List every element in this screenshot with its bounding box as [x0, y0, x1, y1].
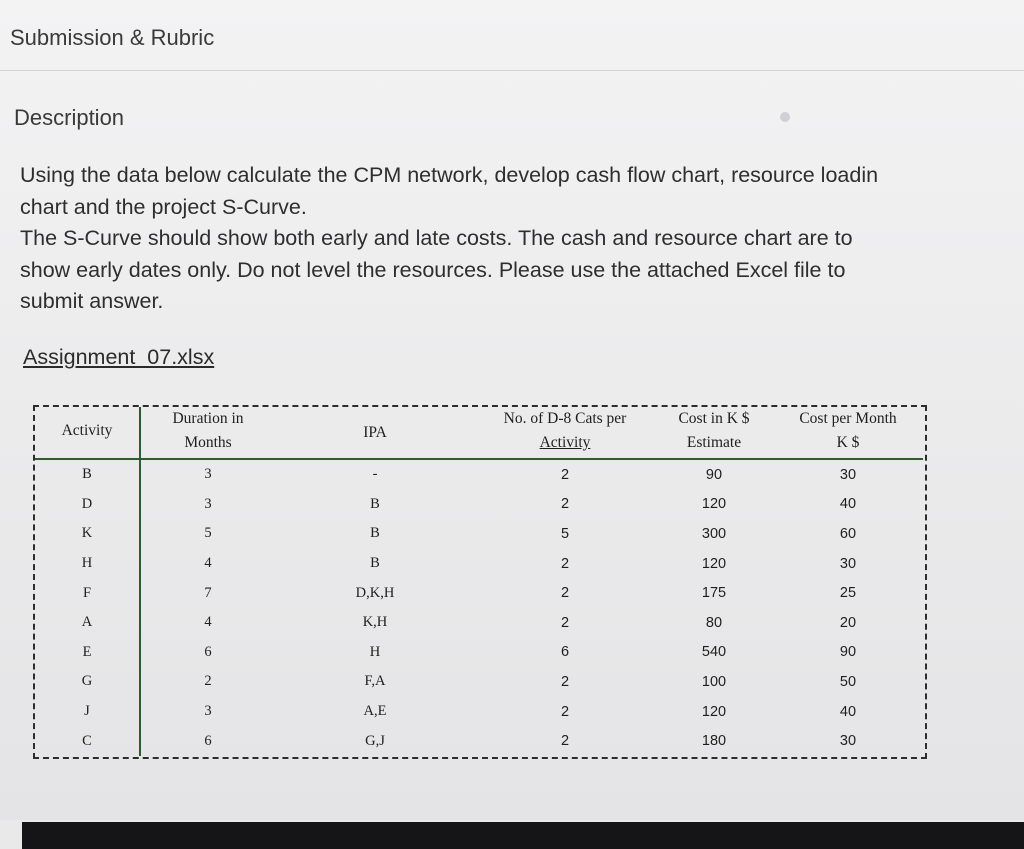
- cell-activity: C: [35, 726, 140, 756]
- cell-cats: 2: [560, 585, 570, 602]
- cell-cost-per-month: 20: [839, 614, 857, 631]
- cell-cost-per-month: 50: [839, 673, 857, 690]
- cell-cost: 120: [701, 703, 727, 720]
- cell-cost: 540: [701, 644, 727, 661]
- cell-duration: 3: [204, 703, 212, 720]
- cell-cost: 175: [701, 585, 727, 602]
- cell-ipa: A,E: [363, 703, 387, 720]
- table-row: [35, 549, 923, 579]
- cell-cost: 180: [701, 733, 727, 750]
- table-header-row: [35, 407, 923, 459]
- header-cost-per-month: Cost per Month K $: [799, 410, 897, 451]
- cell-cats: 5: [560, 525, 570, 542]
- cell-cats: 6: [560, 644, 570, 661]
- cell-cost: 100: [701, 673, 727, 690]
- attachment-link[interactable]: Assignment_07.xlsx: [23, 345, 215, 369]
- cell-cost-per-month: 40: [839, 496, 857, 513]
- description-body: [20, 160, 1024, 318]
- cell-cost: 120: [701, 555, 727, 572]
- cell-cats: 2: [560, 733, 570, 750]
- cell-cats: 2: [560, 673, 570, 690]
- cell-cost: 300: [701, 525, 727, 542]
- table-row: [35, 608, 923, 638]
- cell-cats: 2: [560, 614, 570, 631]
- cell-activity: H: [35, 549, 140, 579]
- cell-activity: A: [35, 608, 140, 638]
- cell-activity: B: [35, 459, 140, 490]
- table-row: [35, 638, 923, 668]
- cell-ipa: D,K,H: [355, 584, 395, 601]
- cell-cost: 90: [705, 466, 723, 483]
- table-row: [35, 667, 923, 697]
- cell-cost-per-month: 60: [839, 525, 857, 542]
- cell-duration: 4: [204, 614, 212, 631]
- header-activity: Activity: [35, 407, 140, 459]
- cell-ipa: F,A: [364, 673, 386, 690]
- cell-duration: 4: [204, 555, 212, 572]
- cell-cats: 2: [560, 703, 570, 720]
- cell-cats: 2: [560, 466, 570, 483]
- dot-icon: [780, 112, 790, 122]
- description-line: Using the data below calculate the CPM network, develop cash flow chart, resource loadin: [20, 163, 879, 187]
- description-heading: Description: [14, 105, 125, 130]
- header-cats: No. of D-8 Cats per Activity: [503, 410, 627, 451]
- cell-duration: 3: [204, 495, 212, 512]
- cell-ipa: G,J: [365, 732, 385, 749]
- cell-duration: 3: [204, 466, 212, 483]
- cell-ipa: -: [372, 466, 378, 483]
- bottom-bar: [22, 822, 1024, 849]
- table-body: [35, 459, 923, 756]
- table-row: [35, 490, 923, 520]
- submission-rubric-title: Submission & Rubric: [10, 25, 215, 50]
- cell-duration: 2: [204, 673, 212, 690]
- cell-ipa: B: [370, 555, 380, 572]
- cell-duration: 6: [204, 732, 212, 749]
- description-line: chart and the project S-Curve.: [20, 194, 307, 219]
- table-row: [35, 519, 923, 549]
- cell-cost-per-month: 40: [839, 703, 857, 720]
- cell-activity: K: [35, 519, 140, 549]
- description-line: show early dates only. Do not level the resources. Please use the attached Excel file to: [20, 257, 846, 282]
- header-duration: Duration in Months: [172, 410, 244, 451]
- table-row: [35, 726, 923, 756]
- cell-activity: F: [35, 578, 140, 608]
- cell-cost: 120: [701, 496, 727, 513]
- cell-duration: 6: [204, 643, 212, 660]
- cell-duration: 7: [204, 584, 212, 601]
- description-line: submit answer.: [20, 289, 164, 313]
- cell-cost-per-month: 25: [839, 585, 857, 602]
- cell-activity: D: [35, 490, 140, 520]
- activity-table: [35, 407, 923, 756]
- cell-activity: G: [35, 667, 140, 697]
- cell-ipa: B: [370, 525, 380, 542]
- description-line: The S-Curve should show both early and late costs. The cash and resource chart are to: [20, 226, 853, 250]
- cell-cost-per-month: 30: [839, 733, 857, 750]
- header-ipa: IPA: [363, 424, 387, 441]
- cell-cost-per-month: 30: [839, 555, 857, 572]
- table-row: [35, 459, 923, 490]
- cell-activity: J: [35, 697, 140, 727]
- cell-activity: E: [35, 638, 140, 668]
- cell-cost-per-month: 30: [839, 466, 857, 483]
- table-row: [35, 697, 923, 727]
- cell-ipa: H: [369, 643, 381, 660]
- cell-cats: 2: [560, 555, 570, 572]
- table-row: [35, 578, 923, 608]
- header-cost: Cost in K $ Estimate: [678, 410, 750, 451]
- cell-ipa: K,H: [362, 614, 388, 631]
- cell-cats: 2: [560, 496, 570, 513]
- cell-duration: 5: [204, 525, 212, 542]
- cell-ipa: B: [370, 495, 380, 512]
- cell-cost: 80: [705, 614, 723, 631]
- cell-cost-per-month: 90: [839, 644, 857, 661]
